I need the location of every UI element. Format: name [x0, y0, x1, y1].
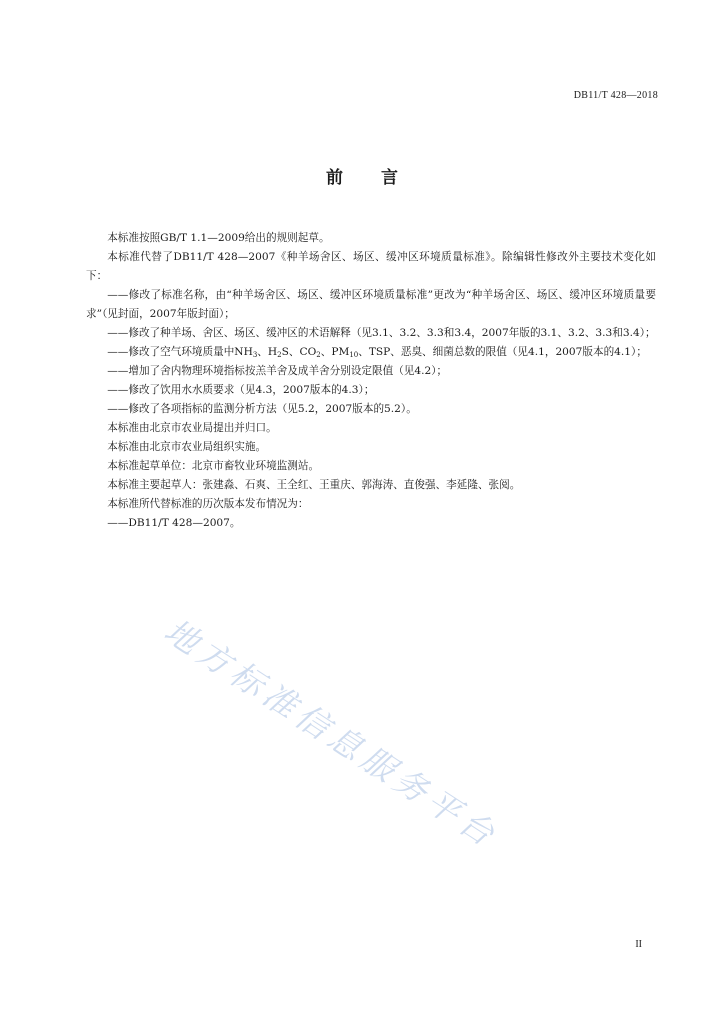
change-item-terms: ——修改了种羊场、舍区、场区、缓冲区的术语解释（见3.1、3.2、3.3和3.4，2007年版的3.1、3.2、3.3和3.4）； [107, 327, 656, 339]
watermark: 地方标准信息服务平台 [157, 611, 506, 857]
page-number: II [635, 939, 642, 950]
paragraph-drafters: 本标准主要起草人：张建淼、石爽、王全红、王重庆、郭海涛、直俊强、李延隆、张阅。 [107, 479, 521, 491]
foreword-body [86, 229, 656, 533]
change-item-water: ——修改了饮用水水质要求（见4.3，2007版本的4.3）； [107, 384, 375, 396]
pm10-subscript: 10 [349, 351, 359, 359]
paragraph-proposer: 本标准由北京市农业局提出并归口。 [107, 422, 277, 434]
paragraph-drafting-unit: 本标准起草单位：北京市畜牧业环境监测站。 [107, 460, 320, 472]
change-item-name: ——修改了标准名称，由“种羊场舍区、场区、缓冲区环境质量标准”更改为“种羊场舍区、场区、缓冲区环境质量要求”（见封面，2007年版封面）； [86, 289, 656, 320]
co2-subscript: 2 [316, 351, 321, 359]
air-text-pm: 、PM [320, 346, 350, 358]
air-text-suffix: 、TSP、恶臭、细菌总数的限值（见4.1，2007版本的4.1）； [358, 346, 647, 358]
change-item-physical-env: ——增加了舍内物理环境指标按羔羊舍及成羊舍分别设定限值（见4.2）； [107, 365, 448, 377]
air-text-h: 、H [257, 346, 278, 358]
history-item: ——DB11/T 428—2007。 [107, 517, 241, 529]
change-item-methods: ——修改了各项指标的监测分析方法（见5.2，2007版本的5.2）。 [107, 403, 417, 415]
h2s-subscript: 2 [277, 351, 282, 359]
paragraph-history-intro: 本标准所代替标准的历次版本发布情况为： [107, 498, 309, 510]
page-title: 前言 [326, 168, 436, 188]
paragraph-drafting-rules: 本标准按照GB/T 1.1—2009给出的规则起草。 [107, 232, 330, 244]
paragraph-implementer: 本标准由北京市农业局组织实施。 [107, 441, 267, 453]
document-code: DB11/T 428—2018 [573, 90, 658, 101]
paragraph-replacement: 本标准代替了DB11/T 428—2007《种羊场舍区、场区、缓冲区环境质量标准》。除编辑性修改外主要技术变化如下： [86, 251, 656, 282]
change-item-air-quality [86, 343, 656, 362]
air-text-prefix: ——修改了空气环境质量中NH [107, 346, 253, 358]
air-text-s-co: S、CO [281, 346, 317, 358]
nh3-subscript: 3 [252, 351, 258, 359]
